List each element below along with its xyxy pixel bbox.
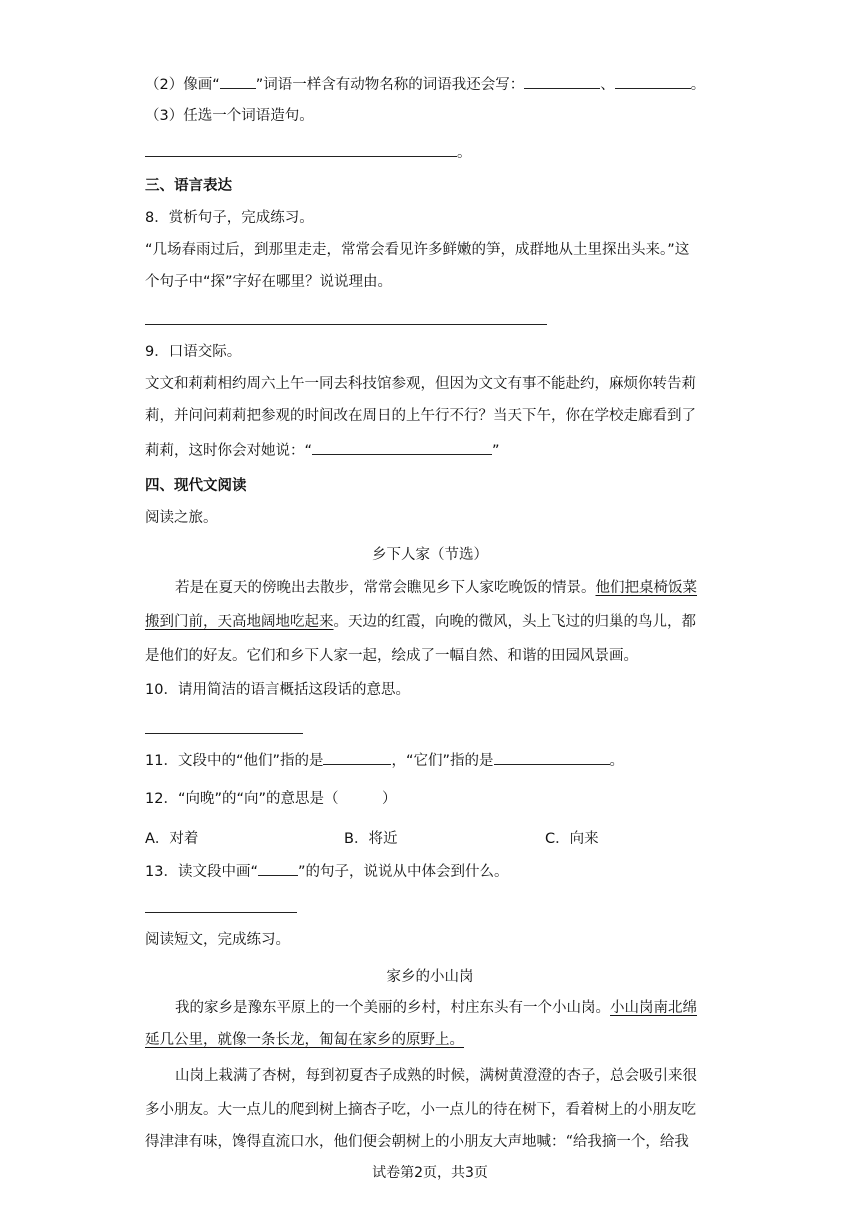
passage2-p1-line2: 延几公里，就像一条长龙，匍匐在家乡的原野上。 [145,1032,464,1048]
q13-prompt: 13．读文段中画“ ”的句子，说说从中体会到什么。 [145,861,508,882]
passage1-line2: 搬到门前，天高地阔地吃起来。天边的红霞，向晚的微风，头上飞过的归巢的鸟儿，都 [145,614,696,630]
q10-prompt: 10．请用简洁的语言概括这段话的意思。 [145,682,410,698]
passage2-title: 家乡的小山岗 [386,969,474,985]
passage2-p2-line3: 得津津有味，馋得直流口水，他们便会朝树上的小朋友大声地喊：“给我摘一个，给我 [145,1134,689,1150]
q9-prompt: 9．口语交际。 [145,344,242,360]
q10-answer-line[interactable] [145,733,303,734]
q7-sub2: （2）像画“ ”词语一样含有动物名称的词语我还会写： 、 。 [145,74,705,95]
passage1-line1: 若是在夏天的傍晚出去散步，常常会瞧见乡下人家吃晚饭的情景。他们把桌椅饭菜 [175,580,697,596]
underline-sample [258,861,298,876]
answer-blank[interactable] [494,750,610,765]
q12-prompt: 12．“向晚”的“向”的意思是（ ） [145,791,397,807]
answer-blank[interactable] [524,74,600,89]
q11: 11．文段中的“他们”指的是 ，“它们”指的是 。 [145,750,624,771]
answer-blank[interactable] [312,440,492,455]
section-4-title: 四、现代文阅读 [145,478,247,494]
answer-blank[interactable] [220,74,256,89]
passage2-p2-line1: 山岗上栽满了杏树，每到初夏杏子成熟的时候，满树黄澄澄的杏子，总会吸引来很 [175,1068,697,1084]
passage2-p1-line1: 我的家乡是豫东平原上的一个美丽的乡村，村庄东头有一个小山岗。小山岗南北绵 [175,1000,697,1016]
passage2-p2-line2: 多小朋友。大一点儿的爬到树上摘杏子吃，小一点儿的待在树下，看着树上的小朋友吃 [145,1102,696,1118]
answer-blank[interactable] [615,74,691,89]
section-3-title: 三、语言表达 [145,178,232,194]
q8-quote-line2: 个句子中“探”字好在哪里？说说理由。 [145,274,393,290]
q8-prompt: 8．赏析句子，完成练习。 [145,210,314,226]
reading-intro-2: 阅读短文，完成练习。 [145,932,290,948]
q7-sub3-answer: 。 [145,142,472,163]
q13-answer-line[interactable] [145,912,297,913]
q9-line3: 莉莉，这时你会对她说：“ ” [145,440,500,461]
q9-line1: 文文和莉莉相约周六上午一同去科技馆参观，但因为文文有事不能赴约，麻烦你转告莉 [145,376,696,392]
q8-quote-line1: “几场春雨过后，到那里走走，常常会看见许多鲜嫩的笋，成群地从土里探出头来。”这 [145,242,690,258]
q8-answer-line[interactable] [145,324,547,325]
q12-option-b[interactable]: B．将近 [344,831,398,847]
q7-sub3: （3）任选一个词语造句。 [145,108,314,124]
q12-option-a[interactable]: A．对着 [145,831,199,847]
passage1-title: 乡下人家（节选） [372,547,488,563]
q12-option-c[interactable]: C．向来 [545,831,599,847]
reading-intro: 阅读之旅。 [145,510,218,526]
answer-line[interactable] [145,142,457,157]
q9-line2: 莉，并问问莉莉把参观的时间改在周日的上午行不行？当天下午，你在学校走廊看到了 [145,408,696,424]
answer-blank[interactable] [323,750,391,765]
page-footer: 试卷第2页，共3页 [372,1165,488,1181]
passage1-line3: 是他们的好友。它们和乡下人家一起，绘成了一幅自然、和谐的田园风景画。 [145,648,638,664]
